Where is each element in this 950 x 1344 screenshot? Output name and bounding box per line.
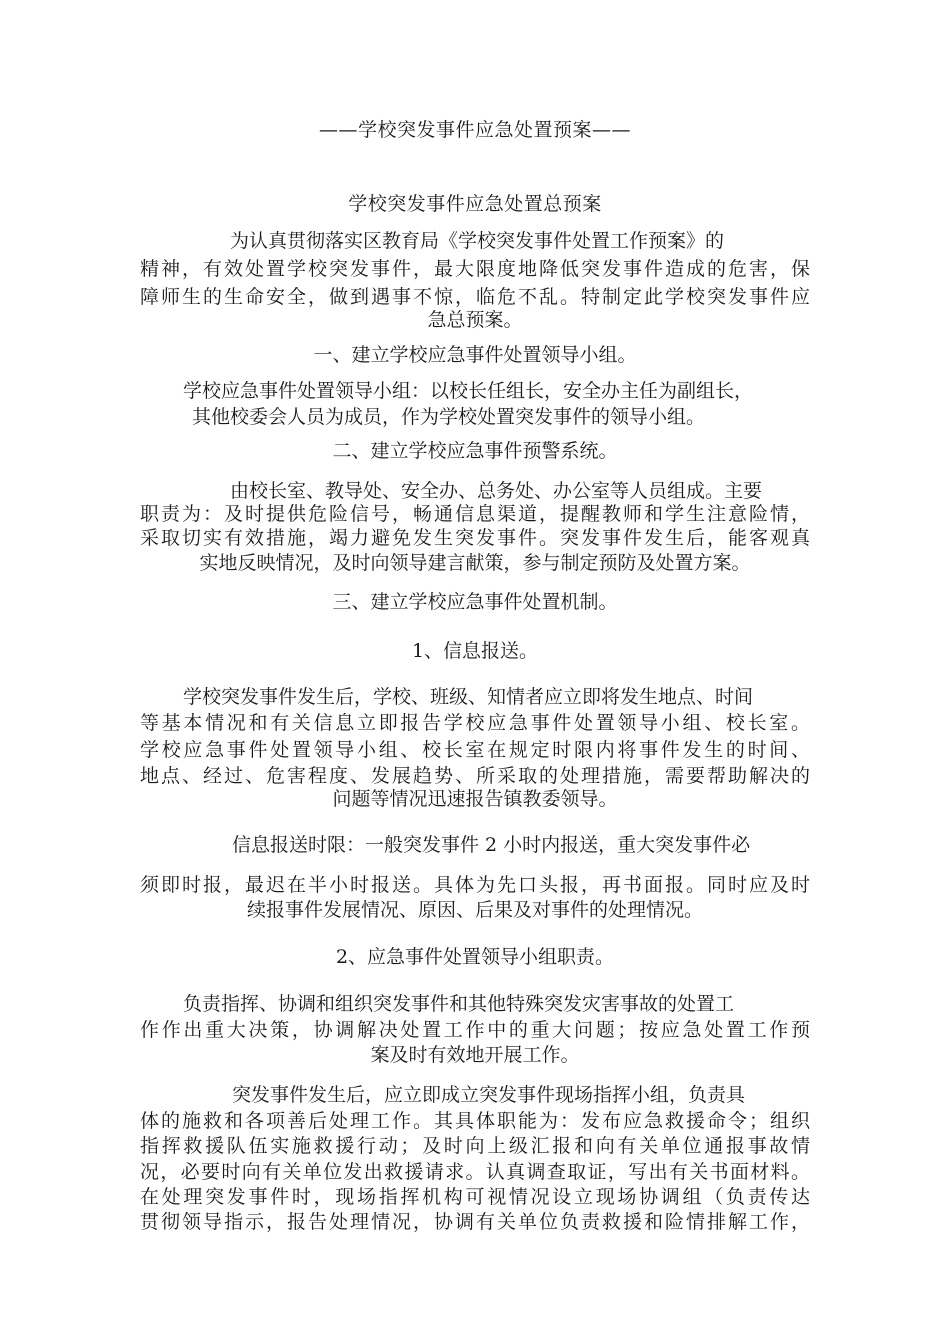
sub2-heading: 2、应急事件处置领导小组职责。 bbox=[335, 946, 615, 968]
sub1-line-4: 地点、经过、危害程度、发展趋势、所采取的处理措施，需要帮助解决的 bbox=[140, 765, 810, 787]
document-header: ——学校突发事件应急处置预案—— bbox=[318, 119, 631, 141]
sub2-line-1: 负责指挥、协调和组织突发事件和其他特殊突发灾害事故的处置工 bbox=[183, 993, 735, 1015]
document-title: 学校突发事件应急处置总预案 bbox=[348, 193, 602, 215]
section2-line-1: 由校长室、教导处、安全办、总务处、办公室等人员组成。主要 bbox=[230, 480, 763, 502]
field-line-4: 况，必要时向有关单位发出救援请求。认真调查取证，写出有关书面材料。 bbox=[140, 1161, 810, 1183]
time-limit-line-3: 续报事件发展情况、原因、后果及对事件的处理情况。 bbox=[246, 899, 703, 921]
field-line-2: 体的施救和各项善后处理工作。其具体职能为：发布应急救援命令；组织 bbox=[140, 1110, 810, 1132]
field-line-1: 突发事件发生后，应立即成立突发事件现场指挥小组，负责具 bbox=[232, 1084, 746, 1106]
intro-line-4: 急总预案。 bbox=[427, 309, 523, 331]
time-limit-line-2: 须即时报，最迟在半小时报送。具体为先口头报，再书面报。同时应及时 bbox=[140, 874, 810, 896]
section1-heading: 一、建立学校应急事件处置领导小组。 bbox=[313, 344, 637, 366]
section1-line-2: 其他校委会人员为成员，作为学校处置突发事件的领导小组。 bbox=[192, 406, 706, 428]
section1-line-1: 学校应急事件处置领导小组：以校长任组长，安全办主任为副组长， bbox=[183, 380, 754, 402]
sub1-line-1: 学校突发事件发生后，学校、班级、知情者应立即将发生地点、时间 bbox=[183, 686, 754, 708]
field-line-5: 在处理突发事件时，现场指挥机构可视情况设立现场协调组（负责传达 bbox=[140, 1186, 810, 1208]
field-line-6: 贯彻领导指示，报告处理情况，协调有关单位负责救援和险情排解工作， bbox=[140, 1211, 810, 1233]
intro-line-2: 精神，有效处置学校突发事件，最大限度地降低突发事件造成的危害，保 bbox=[140, 258, 810, 280]
section2-line-3: 采取切实有效措施，竭力避免发生突发事件。突发事件发生后，能客观真 bbox=[140, 527, 810, 549]
section2-line-4: 实地反映情况，及时向领导建言献策，参与制定预防及处置方案。 bbox=[199, 552, 751, 574]
sub1-line-5: 问题等情况迅速报告镇教委领导。 bbox=[332, 788, 618, 810]
sub1-line-2: 等基本情况和有关信息立即报告学校应急事件处置领导小组、校长室。 bbox=[140, 712, 810, 734]
section2-heading: 二、建立学校应急事件预警系统。 bbox=[332, 440, 618, 462]
intro-line-3: 障师生的生命安全，做到遇事不惊，临危不乱。特制定此学校突发事件应 bbox=[140, 286, 810, 308]
sub2-line-3: 案及时有效地开展工作。 bbox=[370, 1044, 580, 1066]
section2-line-2: 职责为：及时提供危险信号，畅通信息渠道，提醒教师和学生注意险情， bbox=[140, 503, 810, 525]
sub1-line-3: 学校应急事件处置领导小组、校长室在规定时限内将事件发生的时间、 bbox=[140, 739, 810, 761]
field-line-3: 指挥救援队伍实施救援行动；及时向上级汇报和向有关单位通报事故情 bbox=[140, 1135, 810, 1157]
section3-heading: 三、建立学校应急事件处置机制。 bbox=[332, 591, 618, 613]
intro-line-1: 为认真贯彻落实区教育局《学校突发事件处置工作预案》的 bbox=[230, 230, 725, 252]
time-limit-line-1: 信息报送时限：一般突发事件 2 小时内报送，重大突发事件必 bbox=[232, 834, 751, 856]
sub1-heading: 1、信息报送。 bbox=[411, 640, 539, 662]
sub2-line-2: 作作出重大决策，协调解决处置工作中的重大问题；按应急处置工作预 bbox=[140, 1019, 810, 1041]
